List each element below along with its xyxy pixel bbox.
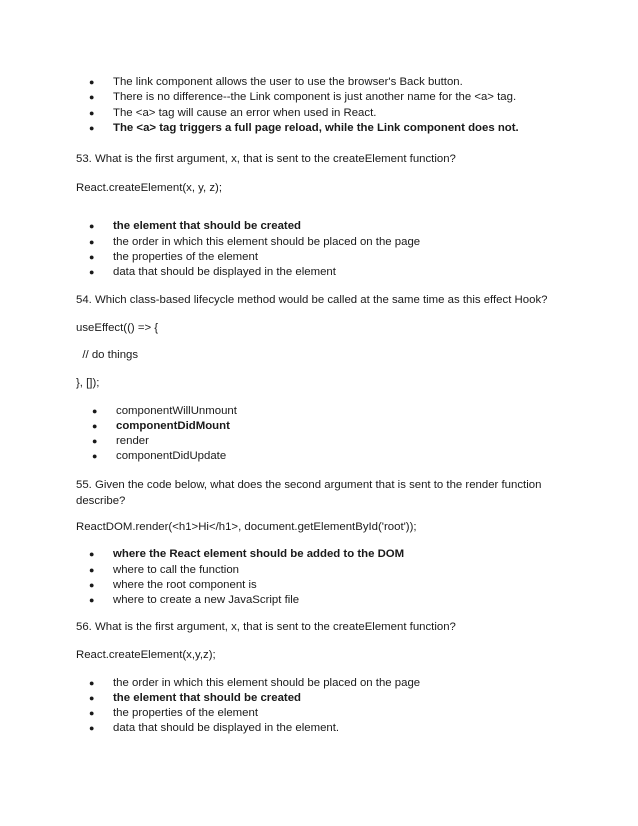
answer-option: the order in which this element should be placed on the page (113, 236, 421, 248)
bullet-icon: ● (89, 565, 95, 575)
bullet-icon: ● (92, 421, 98, 431)
answer-option: where the root component is (113, 579, 257, 591)
answer-option: The link component allows the user to use the browser's Back button. (113, 76, 463, 88)
question-54: 54. Which class-based lifecycle method would be called at the same time as this effect Hook? (76, 294, 548, 306)
answer-option: where to create a new JavaScript file (113, 594, 300, 606)
question-55-continued: describe? (76, 495, 126, 507)
bullet-icon: ● (89, 267, 95, 277)
answer-option: the properties of the element (113, 707, 259, 719)
answer-option: where to call the function (113, 564, 240, 576)
code-line: // do things (76, 349, 139, 361)
answer-option: componentWillUnmount (116, 405, 237, 417)
bullet-icon: ● (89, 252, 95, 262)
answer-option-correct: where the React element should be added to the DOM (113, 548, 405, 560)
answer-option-correct: The <a> tag triggers a full page reload, while the Link component does not. (113, 122, 519, 134)
bullet-icon: ● (89, 77, 95, 87)
answer-option: the properties of the element (113, 251, 259, 263)
answer-option-correct: the element that should be created (113, 692, 301, 704)
answer-option: render (116, 435, 149, 447)
bullet-icon: ● (89, 549, 95, 559)
question-53: 53. What is the first argument, x, that is sent to the createElement function? (76, 153, 456, 165)
answer-option: There is no difference--the Link component is just another name for the <a> tag. (113, 91, 517, 103)
bullet-icon: ● (89, 595, 95, 605)
bullet-icon: ● (89, 108, 95, 118)
bullet-icon: ● (89, 693, 95, 703)
bullet-icon: ● (89, 678, 95, 688)
bullet-icon: ● (92, 436, 98, 446)
code-line: React.createElement(x,y,z); (76, 649, 216, 661)
answer-option: data that should be displayed in the element (113, 266, 336, 278)
code-line: }, []); (76, 377, 100, 389)
code-line: React.createElement(x, y, z); (76, 182, 223, 194)
answer-option-correct: componentDidMount (116, 420, 230, 432)
bullet-icon: ● (89, 221, 95, 231)
bullet-icon: ● (89, 123, 95, 133)
bullet-icon: ● (92, 451, 98, 461)
bullet-icon: ● (89, 92, 95, 102)
answer-option: The <a> tag will cause an error when used in React. (113, 107, 377, 119)
question-55: 55. Given the code below, what does the second argument that is sent to the render function (76, 479, 542, 491)
code-line: useEffect(() => { (76, 322, 159, 334)
code-line: ReactDOM.render(<h1>Hi</h1>, document.getElementById('root')); (76, 521, 417, 533)
answer-option-correct: the element that should be created (113, 220, 301, 232)
bullet-icon: ● (89, 708, 95, 718)
bullet-icon: ● (89, 723, 95, 733)
answer-option: the order in which this element should be placed on the page (113, 677, 421, 689)
answer-option: data that should be displayed in the element. (113, 722, 340, 734)
bullet-icon: ● (89, 580, 95, 590)
bullet-icon: ● (92, 406, 98, 416)
question-56: 56. What is the first argument, x, that is sent to the createElement function? (76, 621, 456, 633)
answer-option: componentDidUpdate (116, 450, 227, 462)
bullet-icon: ● (89, 237, 95, 247)
